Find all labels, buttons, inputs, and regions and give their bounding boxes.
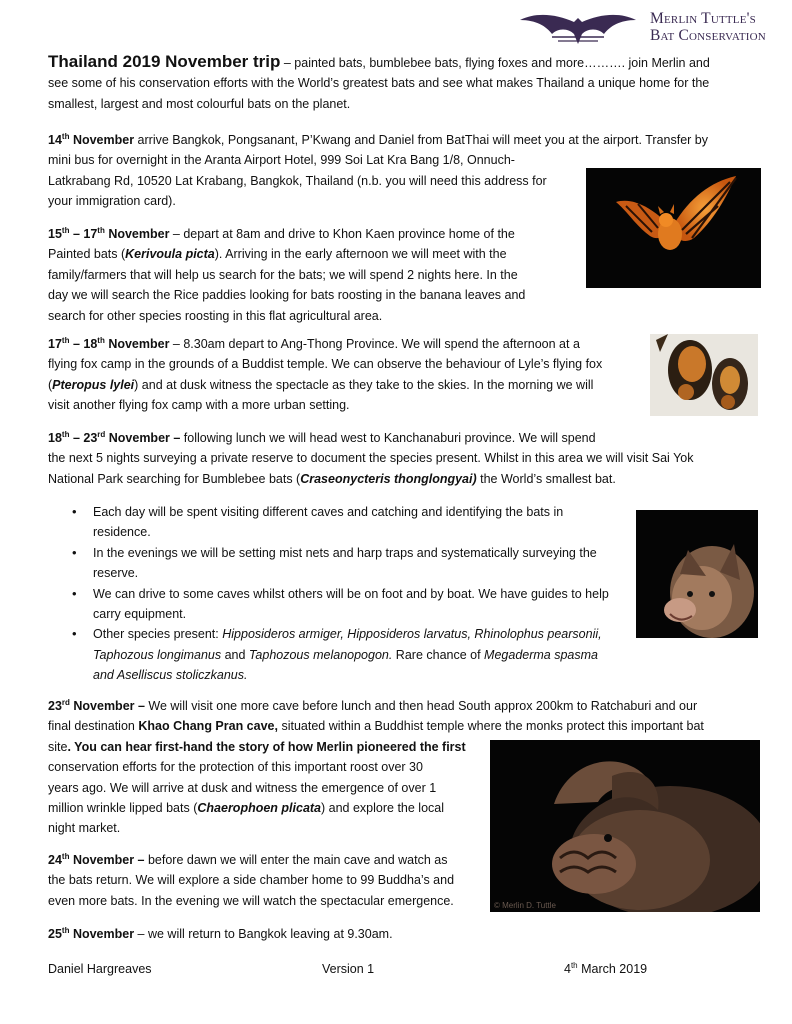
logo-line1: Merlin Tuttle's: [650, 10, 756, 27]
line: years ago. We will arrive at dusk and witness the emergence of over 1: [48, 780, 437, 795]
line: National Park searching for Bumblebee bats (: [48, 471, 301, 486]
line: – depart at 8am and drive to Khon Kaen province home of the: [169, 227, 515, 241]
line: ) and explore the local: [321, 801, 445, 816]
day-suffix: th: [61, 851, 70, 861]
day: 23: [48, 699, 62, 713]
month: November –: [69, 699, 145, 713]
line: Painted bats (: [48, 247, 126, 262]
dash: –: [69, 431, 84, 445]
bat-silhouette-icon: [516, 10, 640, 46]
day: 24: [48, 853, 62, 867]
species-name: Taphozous melanopogon.: [248, 647, 393, 662]
date-rest: March 2019: [577, 962, 648, 976]
day: 25: [48, 927, 62, 941]
line: (: [48, 377, 53, 392]
line: arrive Bangkok, Pongsanant, P’Kwang and Daniel from BatThai will meet you at the airport. Transfer by: [134, 133, 708, 147]
day-end: 23: [83, 431, 98, 445]
logo-line2: Bat Conservation: [650, 27, 766, 44]
day-suffix: th: [61, 225, 70, 235]
day-suffix: rd: [97, 429, 106, 439]
list-text: Other species present:: [93, 627, 223, 642]
line: – 8.30am depart to Ang-Thong Province. We will spend the afternoon at a: [169, 337, 580, 351]
line: the next 5 nights surveying a private reserve to document the species present. Whilst in this area we will visit Sai Yok: [48, 451, 694, 466]
paragraph-nov24: [48, 850, 488, 911]
horseshoe-bat-image: [636, 510, 758, 638]
day-suffix: th: [61, 131, 70, 141]
month: November –: [69, 853, 145, 867]
line: We will visit one more cave before lunch and then head South approx 200km to Ratchaburi and our: [144, 699, 698, 713]
line: ) and at dusk witness the spectacle as they take to the skies. In the morning we will: [134, 377, 594, 392]
paragraph-nov17: [48, 334, 668, 416]
paragraph-nov18: [48, 428, 768, 489]
species-name: Pteropus lylei: [52, 377, 135, 392]
species-name: Craseonycteris thonglongyai): [300, 471, 477, 486]
line: day we will search the Rice paddies looking for bats roosting in the banana leaves and: [48, 288, 526, 303]
line: the bats return. We will explore a side chamber home to 99 Buddha’s and: [48, 873, 455, 888]
footer-date: [564, 962, 647, 976]
intro-line-1: – painted bats, bumblebee bats, flying foxes and more………. join Merlin and: [280, 56, 710, 70]
species-name: Hipposideros armiger, Hipposideros larvatus, Rhinolophus pearsonii, Taphozous longimanus: [93, 627, 602, 662]
date-suffix: th: [570, 960, 578, 970]
wrinkle-lipped-bat-photo: [490, 740, 760, 912]
day-end: 17: [83, 227, 98, 241]
line: search for other species roosting in this flat agricultural area.: [48, 308, 383, 323]
species-name: Chaerophoen plicata: [197, 801, 322, 816]
list-item: [72, 624, 612, 685]
month: November: [104, 227, 170, 241]
line: final destination: [48, 719, 139, 734]
species-name: Megaderma spasma and Aselliscus stoliczkanus.: [93, 647, 598, 683]
date-day: 4: [564, 962, 571, 976]
list-text: Rare chance of: [392, 647, 485, 662]
line: situated within a Buddhist temple where the monks protect this important bat: [277, 719, 704, 734]
wrinkle-lipped-bat-image: [490, 740, 760, 912]
line: million wrinkle lipped bats (: [48, 801, 198, 816]
line: flying fox camp in the grounds of a Buddist temple. We can observe the behaviour of Lyle’s flying fox: [48, 357, 603, 372]
line: your immigration card).: [48, 194, 176, 209]
day-start: 18: [48, 431, 62, 445]
painted-bat-image: [586, 168, 761, 288]
photo-credit: © Merlin D. Tuttle: [494, 901, 556, 910]
list-item: • In the evenings we will be setting mist nets and harp traps and systematically surveying the reserve.: [72, 543, 612, 584]
day-suffix: th: [97, 225, 105, 235]
page-title: Thailand 2019 November trip: [48, 52, 281, 71]
line: the World’s smallest bat.: [476, 471, 616, 486]
list-item: • We can drive to some caves whilst others will be on foot and by boat. We have guides to help carry equipment.: [72, 584, 612, 625]
dash: –: [69, 337, 84, 351]
day-suffix: rd: [61, 697, 70, 707]
logo: [516, 8, 786, 48]
line: mini bus for overnight in the Aranta Airport Hotel, 999 Soi Lat Kra Bang 1/8, Onnuch-: [48, 153, 515, 168]
list-item: • Each day will be spent visiting different caves and catching and identifying the bats in residence.: [72, 502, 612, 543]
activity-list: [72, 502, 612, 686]
line: night market.: [48, 821, 121, 836]
painted-bat-photo: [586, 168, 761, 288]
line: . You can hear first-hand the story of how Merlin pioneered the first: [67, 739, 466, 754]
paragraph-nov15: [48, 224, 588, 326]
day: 14: [48, 133, 62, 147]
day-suffix: th: [61, 429, 70, 439]
line: even more bats. In the evening we will watch the spectacular emergence.: [48, 893, 454, 908]
horseshoe-bat-photo: [636, 510, 758, 638]
day-suffix: th: [61, 925, 70, 935]
footer-author: Daniel Hargreaves: [48, 962, 152, 976]
list-text: and: [221, 647, 249, 662]
paragraph-nov25: [48, 924, 648, 944]
line: site: [48, 739, 68, 754]
line: following lunch we will head west to Kanchanaburi province. We will spend: [180, 431, 596, 445]
intro-paragraph: [48, 52, 760, 114]
line: Latkrabang Rd, 10520 Lat Krabang, Bangkok, Thailand (n.b. you will need this address for: [48, 173, 547, 188]
intro-line-3: smallest, largest and most colourful bats on the planet.: [48, 96, 351, 111]
line: conservation efforts for the protection of this important roost over 30: [48, 760, 423, 775]
day-end: 18: [83, 337, 98, 351]
species-name: Kerivoula picta: [125, 247, 215, 262]
dash: –: [69, 227, 84, 241]
day-start: 17: [48, 337, 62, 351]
line: family/farmers that will help us search for the bats; we will spend 2 nights here. In the: [48, 267, 518, 282]
intro-line-2: see some of his conservation efforts with the World’s greatest bats and see what makes Thailand a unique home for the: [48, 76, 710, 91]
line: visit another flying fox camp with a more urban setting.: [48, 398, 350, 413]
month: November –: [105, 431, 181, 445]
day-start: 15: [48, 227, 62, 241]
line: before dawn we will enter the main cave and watch as: [144, 853, 448, 867]
month: November: [69, 133, 135, 147]
footer-version: Version 1: [322, 962, 375, 976]
month: November: [104, 337, 170, 351]
day-suffix: th: [61, 335, 70, 345]
cave-name: Khao Chang Pran cave,: [138, 719, 278, 734]
line: – we will return to Bangkok leaving at 9.30am.: [134, 927, 393, 941]
line: ). Arriving in the early afternoon we will meet with the: [214, 247, 507, 262]
month: November: [69, 927, 135, 941]
day-suffix: th: [97, 335, 105, 345]
